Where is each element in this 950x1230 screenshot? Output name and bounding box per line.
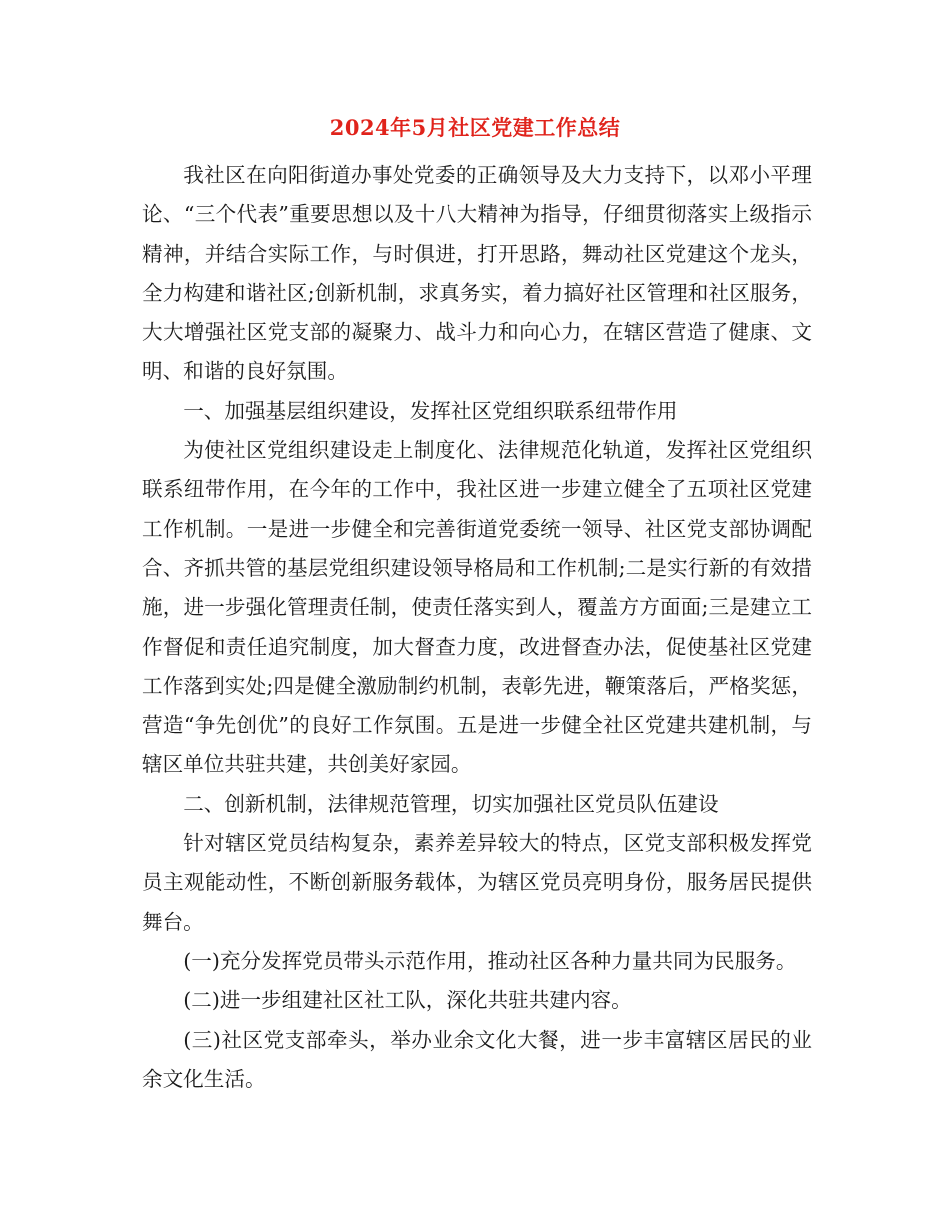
document-title: 2024年5月社区党建工作总结	[329, 115, 621, 140]
list-item-3: (三)社区党支部牵头，举办业余文化大餐，进一步丰富辖区居民的业余文化生活。	[142, 1027, 812, 1091]
section-heading-2: 二、创新机制，法律规范管理，切实加强社区党员队伍建设	[183, 791, 719, 816]
list-item-2: (二)进一步组建社区社工队，深化共驻共建内容。	[183, 988, 632, 1013]
paragraph-section-1: 为使社区党组织建设走上制度化、法律规范化轨道，发挥社区党组织联系纽带作用，在今年的工作中，我社区进一步建立健全了五项社区党建工作机制。一是进一步健全和完善街道党委统一领导、社区党支部协调配合、齐抓共管的基层党组织建设领导格局和工作机制;二是实行新的有效措施，进一步强化管理责任制，使责任落实到人，覆盖方方面面;三是建立工作督促和责任追究制度，加大督查力度，改进督查办法，促使基社区党建工作落到实处;四是健全激励制约机制，表彰先进，鞭策落后，严格奖惩，营造“争先创优”的良好工作氛围。五是进一步健全社区党建共建机制，与辖区单位共驻共建，共创美好家园。	[142, 438, 812, 777]
section-heading-1: 一、加强基层组织建设，发挥社区党组织联系纽带作用	[183, 398, 678, 423]
list-item-1: (一)充分发挥党员带头示范作用，推动社区各种力量共同为民服务。	[183, 948, 797, 973]
document-body	[142, 156, 812, 1099]
paragraph-intro: 我社区在向阳街道办事处党委的正确领导及大力支持下，以邓小平理论、“三个代表”重要思想以及十八大精神为指导，仔细贯彻落实上级指示精神，并结合实际工作，与时俱进，打开思路，舞动社区党建这个龙头，全力构建和谐社区;创新机制，求真务实，着力搞好社区管理和社区服务，大大增强社区党支部的凝聚力、战斗力和向心力，在辖区营造了健康、文明、和谐的良好氛围。	[142, 163, 812, 384]
paragraph-section-2: 针对辖区党员结构复杂，素养差异较大的特点，区党支部积极发挥党员主观能动性，不断创新服务载体，为辖区党员亮明身份，服务居民提供舞台。	[142, 831, 812, 934]
